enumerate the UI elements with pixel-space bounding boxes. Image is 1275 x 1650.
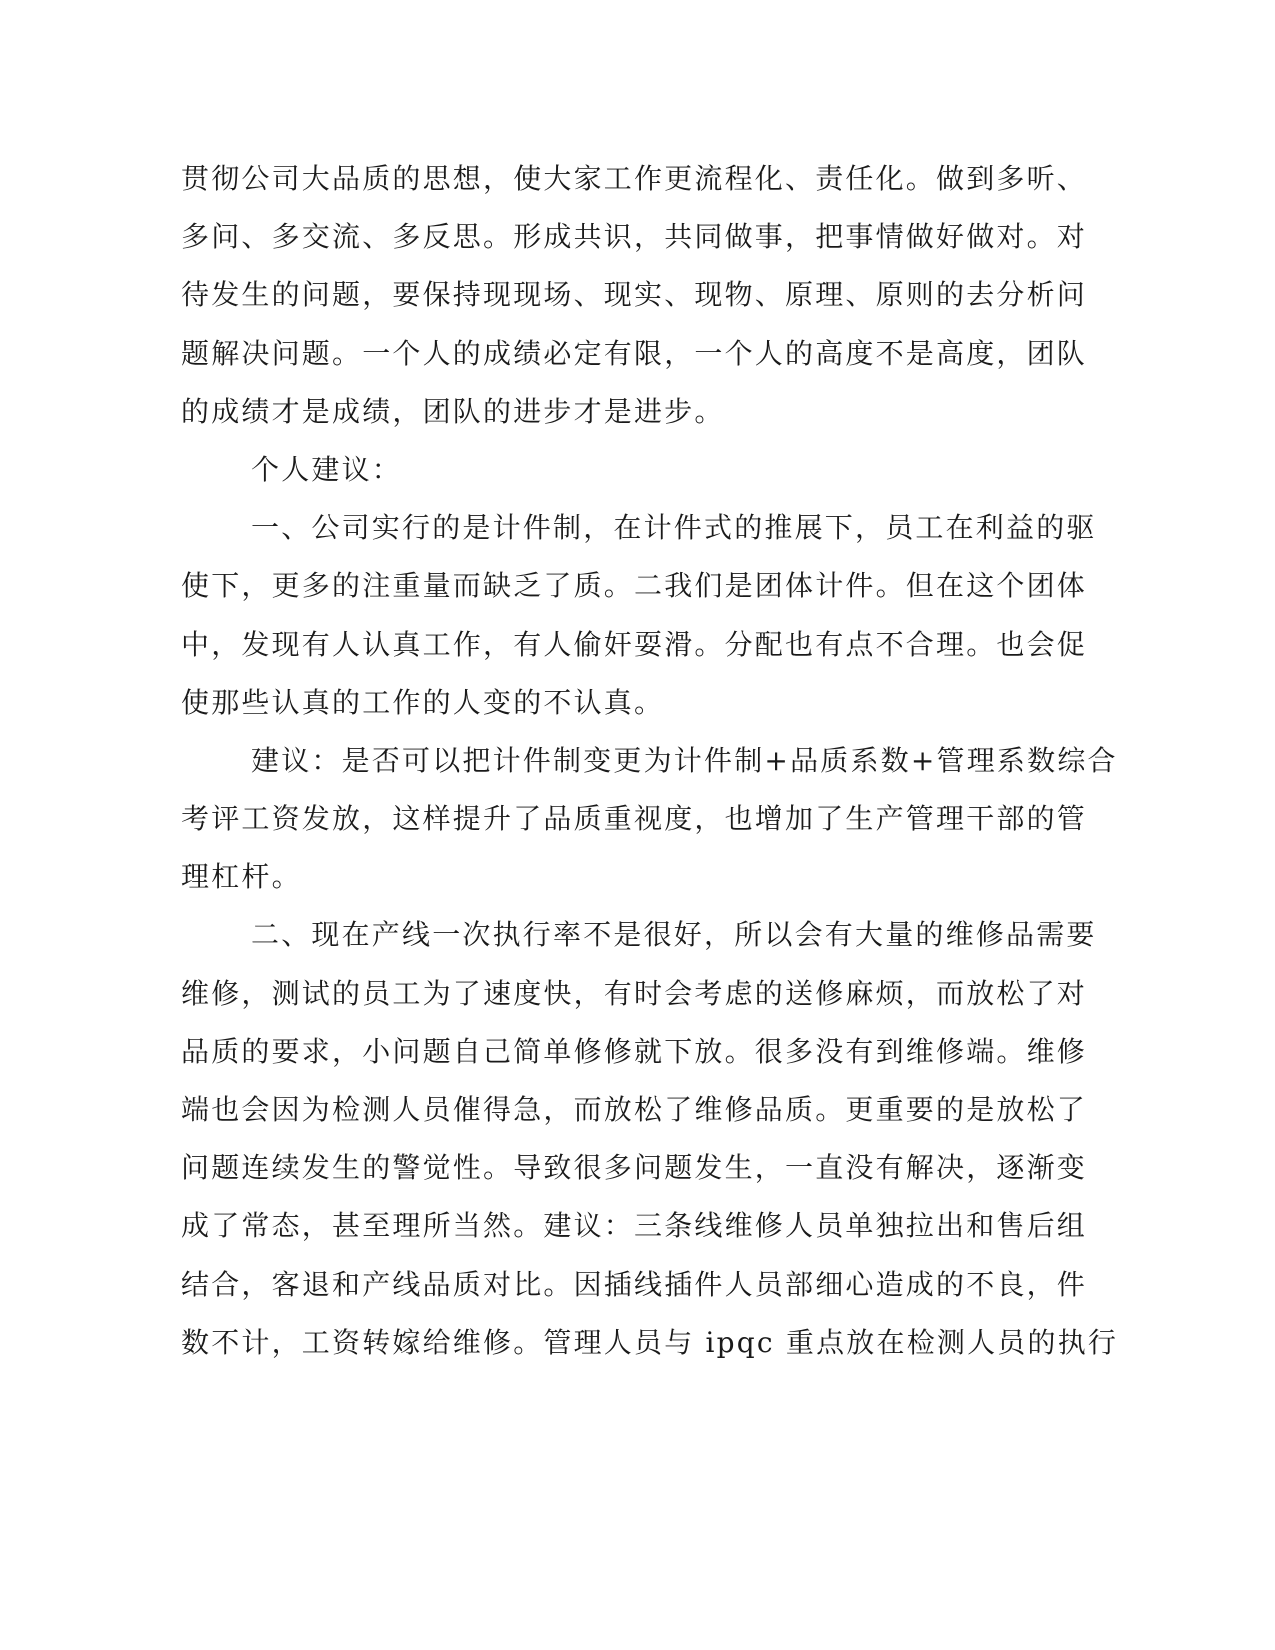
text-line: 二、现在产线一次执行率不是很好，所以会有大量的维修品需要 [251, 918, 1097, 952]
text-line: 品质的要求，小问题自己简单修修就下放。很多没有到维修端。维修 [181, 1034, 1088, 1068]
text-line: 题解决问题。一个人的成绩必定有限，一个人的高度不是高度，团队 [181, 336, 1088, 370]
text-line: 端也会因为检测人员催得急，而放松了维修品质。更重要的是放松了 [181, 1093, 1088, 1126]
text-line: 使下，更多的注重量而缺乏了质。二我们是团体计件。但在这个团体 [181, 569, 1088, 603]
text-line: 待发生的问题，要保持现现场、现实、现物、原理、原则的去分析问 [181, 278, 1088, 312]
text-line: 一、公司实行的是计件制，在计件式的推展下，员工在利益的驱 [251, 511, 1097, 545]
text-line: 考评工资发放，这样提升了品质重视度，也增加了生产管理干部的管 [181, 802, 1088, 836]
text-line: 数不计，工资转嫁给维修。管理人员与 ipqc 重点放在检测人员的执行 [181, 1325, 1119, 1359]
text-line: 贯彻公司大品质的思想，使大家工作更流程化、责任化。做到多听、 [181, 162, 1088, 195]
text-line: 的成绩才是成绩，团队的进步才是进步。 [181, 394, 725, 428]
section-heading: 个人建议： [251, 452, 403, 486]
text-line: 维修，测试的员工为了速度快，有时会考虑的送修麻烦，而放松了对 [181, 976, 1088, 1010]
text-line: 问题连续发生的警觉性。导致很多问题发生，一直没有解决，逐渐变 [181, 1151, 1088, 1185]
text-line: 中，发现有人认真工作，有人偷奸耍滑。分配也有点不合理。也会促 [181, 627, 1088, 661]
text-line: 结合，客退和产线品质对比。因插线插件人员部细心造成的不良，件 [181, 1267, 1088, 1301]
text-line: 多问、多交流、多反思。形成共识，共同做事，把事情做好做对。对 [181, 220, 1088, 254]
text-line: 使那些认真的工作的人变的不认真。 [181, 685, 665, 719]
text-line: 成了常态，甚至理所当然。建议：三条线维修人员单独拉出和售后组 [181, 1209, 1088, 1243]
text-line: 理杠杆。 [181, 860, 302, 894]
body-text [181, 150, 1119, 1372]
text-line: 建议：是否可以把计件制变更为计件制+品质系数+管理系数综合 [251, 743, 1118, 777]
